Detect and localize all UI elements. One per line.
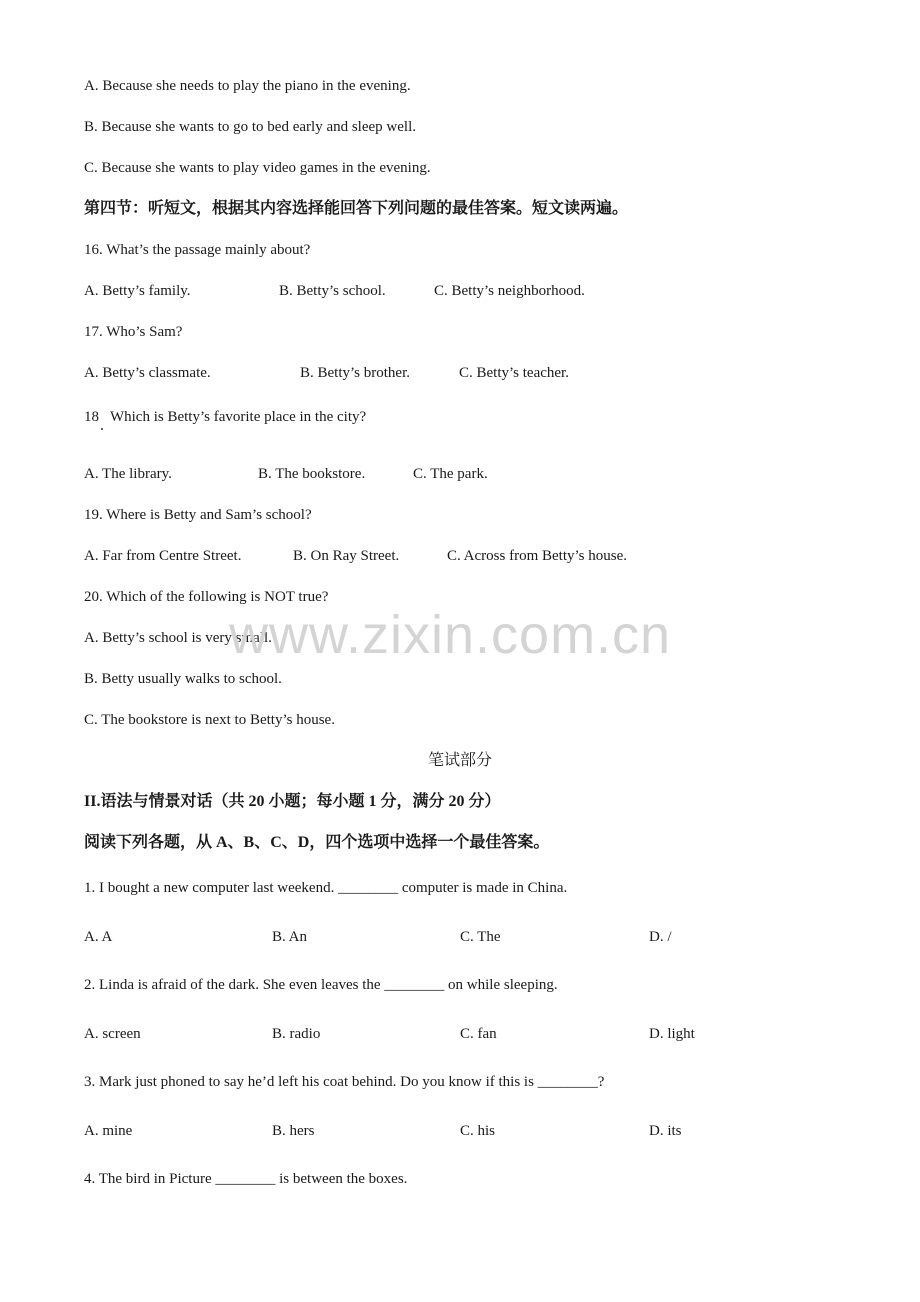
q15-option-a: A. Because she needs to play the piano in the evening. <box>84 78 411 94</box>
written-part-title: 笔试部分 <box>427 752 492 769</box>
written-question-2: 2. Linda is afraid of the dark. She even leaves the ________ on while sleeping. <box>84 977 558 993</box>
wq1-option-b: B. An <box>272 929 308 945</box>
q15-option-b: B. Because she wants to go to bed early and sleep well. <box>84 119 416 135</box>
wq3-option-c: C. his <box>460 1123 496 1139</box>
wq2-option-c: C. fan <box>460 1026 497 1042</box>
q17-option-a: A. Betty’s classmate. <box>84 365 211 381</box>
q19-option-c: C. Across from Betty’s house. <box>447 548 627 564</box>
wq3-option-b: B. hers <box>272 1123 315 1139</box>
grammar-instruction: 阅读下列各题，从 A、B、C、D，四个选项中选择一个最佳答案。 <box>84 834 550 851</box>
q16-option-c: C. Betty’s neighborhood. <box>434 283 585 299</box>
written-question-1: 1. I bought a new computer last weekend. ________ computer is made in China. <box>84 880 568 896</box>
q17-option-b: B. Betty’s brother. <box>300 365 410 381</box>
q20-option-c: C. The bookstore is next to Betty’s house. <box>84 712 335 728</box>
wq1-option-d: D. / <box>649 929 672 945</box>
grammar-section-title: II.语法与情景对话（共 20 小题；每小题 1 分，满分 20 分） <box>84 793 501 810</box>
wq2-option-a: A. screen <box>84 1026 141 1042</box>
question-17: 17. Who’s Sam? <box>84 324 183 340</box>
q16-option-a: A. Betty’s family. <box>84 283 191 299</box>
q19-option-b: B. On Ray Street. <box>293 548 400 564</box>
question-20: 20. Which of the following is NOT true? <box>84 589 329 605</box>
q20-option-a: A. Betty’s school is very small. <box>84 630 272 646</box>
question-16: 16. What’s the passage mainly about? <box>84 242 311 258</box>
stray-dot <box>101 428 103 430</box>
q15-option-c: C. Because she wants to play video games in the evening. <box>84 160 431 176</box>
wq3-option-a: A. mine <box>84 1123 133 1139</box>
question-19: 19. Where is Betty and Sam’s school? <box>84 507 312 523</box>
q18-option-a: A. The library. <box>84 466 172 482</box>
q19-option-a: A. Far from Centre Street. <box>84 548 242 564</box>
q20-option-b: B. Betty usually walks to school. <box>84 671 282 687</box>
question-18: 18 Which is Betty’s favorite place in the city? <box>84 409 367 425</box>
section4-heading: 第四节：听短文，根据其内容选择能回答下列问题的最佳答案。短文读两遍。 <box>84 200 629 217</box>
wq1-option-a: A. A <box>84 929 113 945</box>
written-question-4: 4. The bird in Picture ________ is between the boxes. <box>84 1171 408 1187</box>
q18-option-c: C. The park. <box>413 466 488 482</box>
wq2-option-d: D. light <box>649 1026 695 1042</box>
q18-option-b: B. The bookstore. <box>258 466 366 482</box>
wq1-option-c: C. The <box>460 929 501 945</box>
wq2-option-b: B. radio <box>272 1026 321 1042</box>
q17-option-c: C. Betty’s teacher. <box>459 365 569 381</box>
watermark: www.zixin.com.cn <box>229 605 672 665</box>
q16-option-b: B. Betty’s school. <box>279 283 386 299</box>
wq3-option-d: D. its <box>649 1123 682 1139</box>
written-question-3: 3. Mark just phoned to say he’d left his coat behind. Do you know if this is ________? <box>84 1074 605 1090</box>
